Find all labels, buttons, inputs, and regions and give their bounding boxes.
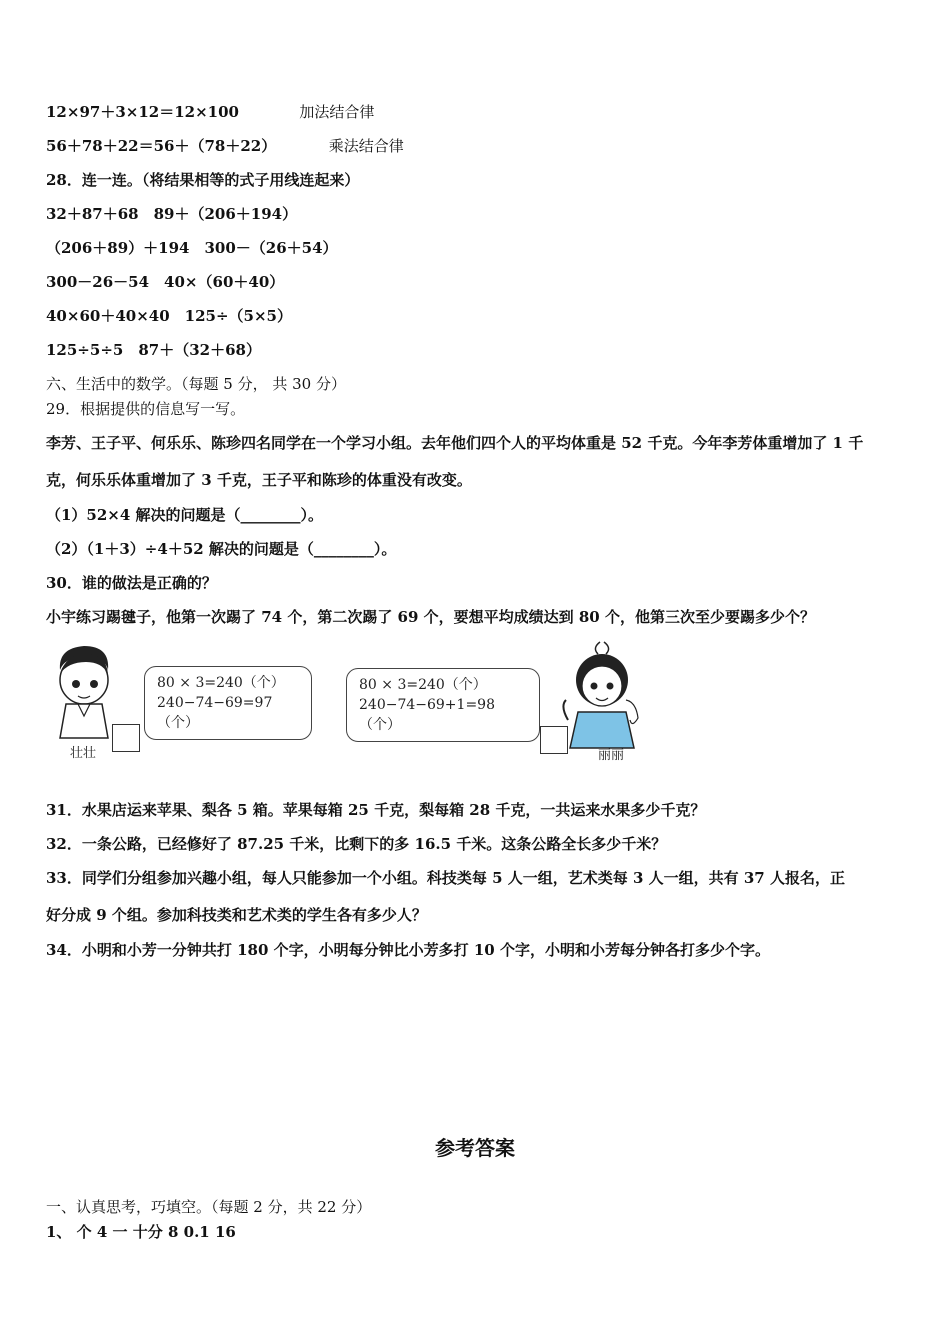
question-28: 28．连一连。（将结果相等的式子用线连起来）	[46, 171, 360, 189]
right-speech-bubble	[346, 668, 540, 742]
equation-text: 12×97＋3×12＝12×100	[46, 103, 239, 121]
match-row-5: 125÷5÷5 87＋（32＋68）	[46, 341, 261, 359]
equation-line-2	[46, 136, 404, 156]
question-29: 29．根据提供的信息写一写。	[46, 400, 246, 418]
right-calc-line-2: 240−74−69+1=98（个）	[359, 697, 495, 733]
right-student-name: 丽丽	[598, 748, 625, 763]
match-row-1: 32＋87＋68 89＋（206＋194）	[46, 205, 298, 223]
left-calc-line-1: 80 × 3=240（个）	[157, 675, 285, 691]
answer-1: 1、 个 4 一 十分 8 0.1 16	[46, 1223, 236, 1241]
section-6-heading: 六、生活中的数学。（每题 5 分， 共 30 分）	[46, 375, 346, 393]
match-row-2: （206＋89）＋194 300－（26＋54）	[46, 239, 338, 257]
question-31: 31．水果店运来苹果、梨各 5 箱。苹果每箱 25 千克，梨每箱 28 千克，一共运来水果多少千克？	[46, 801, 706, 819]
question-30-illustration	[46, 640, 646, 770]
left-speech-bubble	[144, 666, 312, 740]
equation-line-1	[46, 102, 374, 122]
question-29-part-1: （1）52×4 解决的问题是（________）。	[46, 506, 324, 524]
question-32: 32．一条公路，已经修好了 87.25 千米，比剩下的多 16.5 千米。这条公路全长多少千米？	[46, 835, 667, 853]
match-row-4: 40×60＋40×40 125÷（5×5）	[46, 307, 292, 325]
question-29-text-1: 李芳、王子平、何乐乐、陈珍四名同学在一个学习小组。去年他们四个人的平均体重是 52 千克。今年李芳体重增加了 1 千	[46, 434, 864, 452]
question-29-text-2: 克，何乐乐体重增加了 3 千克，王子平和陈珍的体重没有改变。	[46, 471, 472, 489]
equation-text: 56＋78＋22＝56＋（78＋22）	[46, 137, 277, 155]
question-30-text: 小宇练习踢毽子，他第一次踢了 74 个，第二次踢了 69 个，要想平均成绩达到 80 个，他第三次至少要踢多少个？	[46, 608, 815, 626]
answers-title: 参考答案	[435, 1136, 515, 1160]
right-calc-line-1: 80 × 3=240（个）	[359, 677, 487, 693]
left-student-name: 壮壮	[70, 746, 97, 761]
question-34: 34．小明和小芳一分钟共打 180 个字，小明每分钟比小芳多打 10 个字，小明和小芳每分钟各打多少个字。	[46, 941, 770, 959]
question-33-line-1: 33．同学们分组参加兴趣小组，每人只能参加一个小组。科技类每 5 人一组，艺术类每 3 人一组，共有 37 人报名，正	[46, 869, 845, 887]
girl-illustration	[560, 640, 644, 750]
law-label: 乘法结合律	[328, 137, 404, 155]
question-30: 30．谁的做法是正确的？	[46, 574, 217, 592]
question-33-line-2: 好分成 9 个组。参加科技类和艺术类的学生各有多少人？	[46, 906, 427, 924]
question-29-part-2: （2）（1＋3）÷4＋52 解决的问题是（________）。	[46, 540, 397, 558]
answers-section-1-heading: 一、认真思考，巧填空。（每题 2 分，共 22 分）	[46, 1198, 372, 1216]
left-answer-box[interactable]	[112, 724, 140, 752]
law-label: 加法结合律	[299, 103, 375, 121]
match-row-3: 300－26－54 40×（60＋40）	[46, 273, 285, 291]
left-calc-line-2: 240−74−69=97（个）	[157, 695, 273, 731]
